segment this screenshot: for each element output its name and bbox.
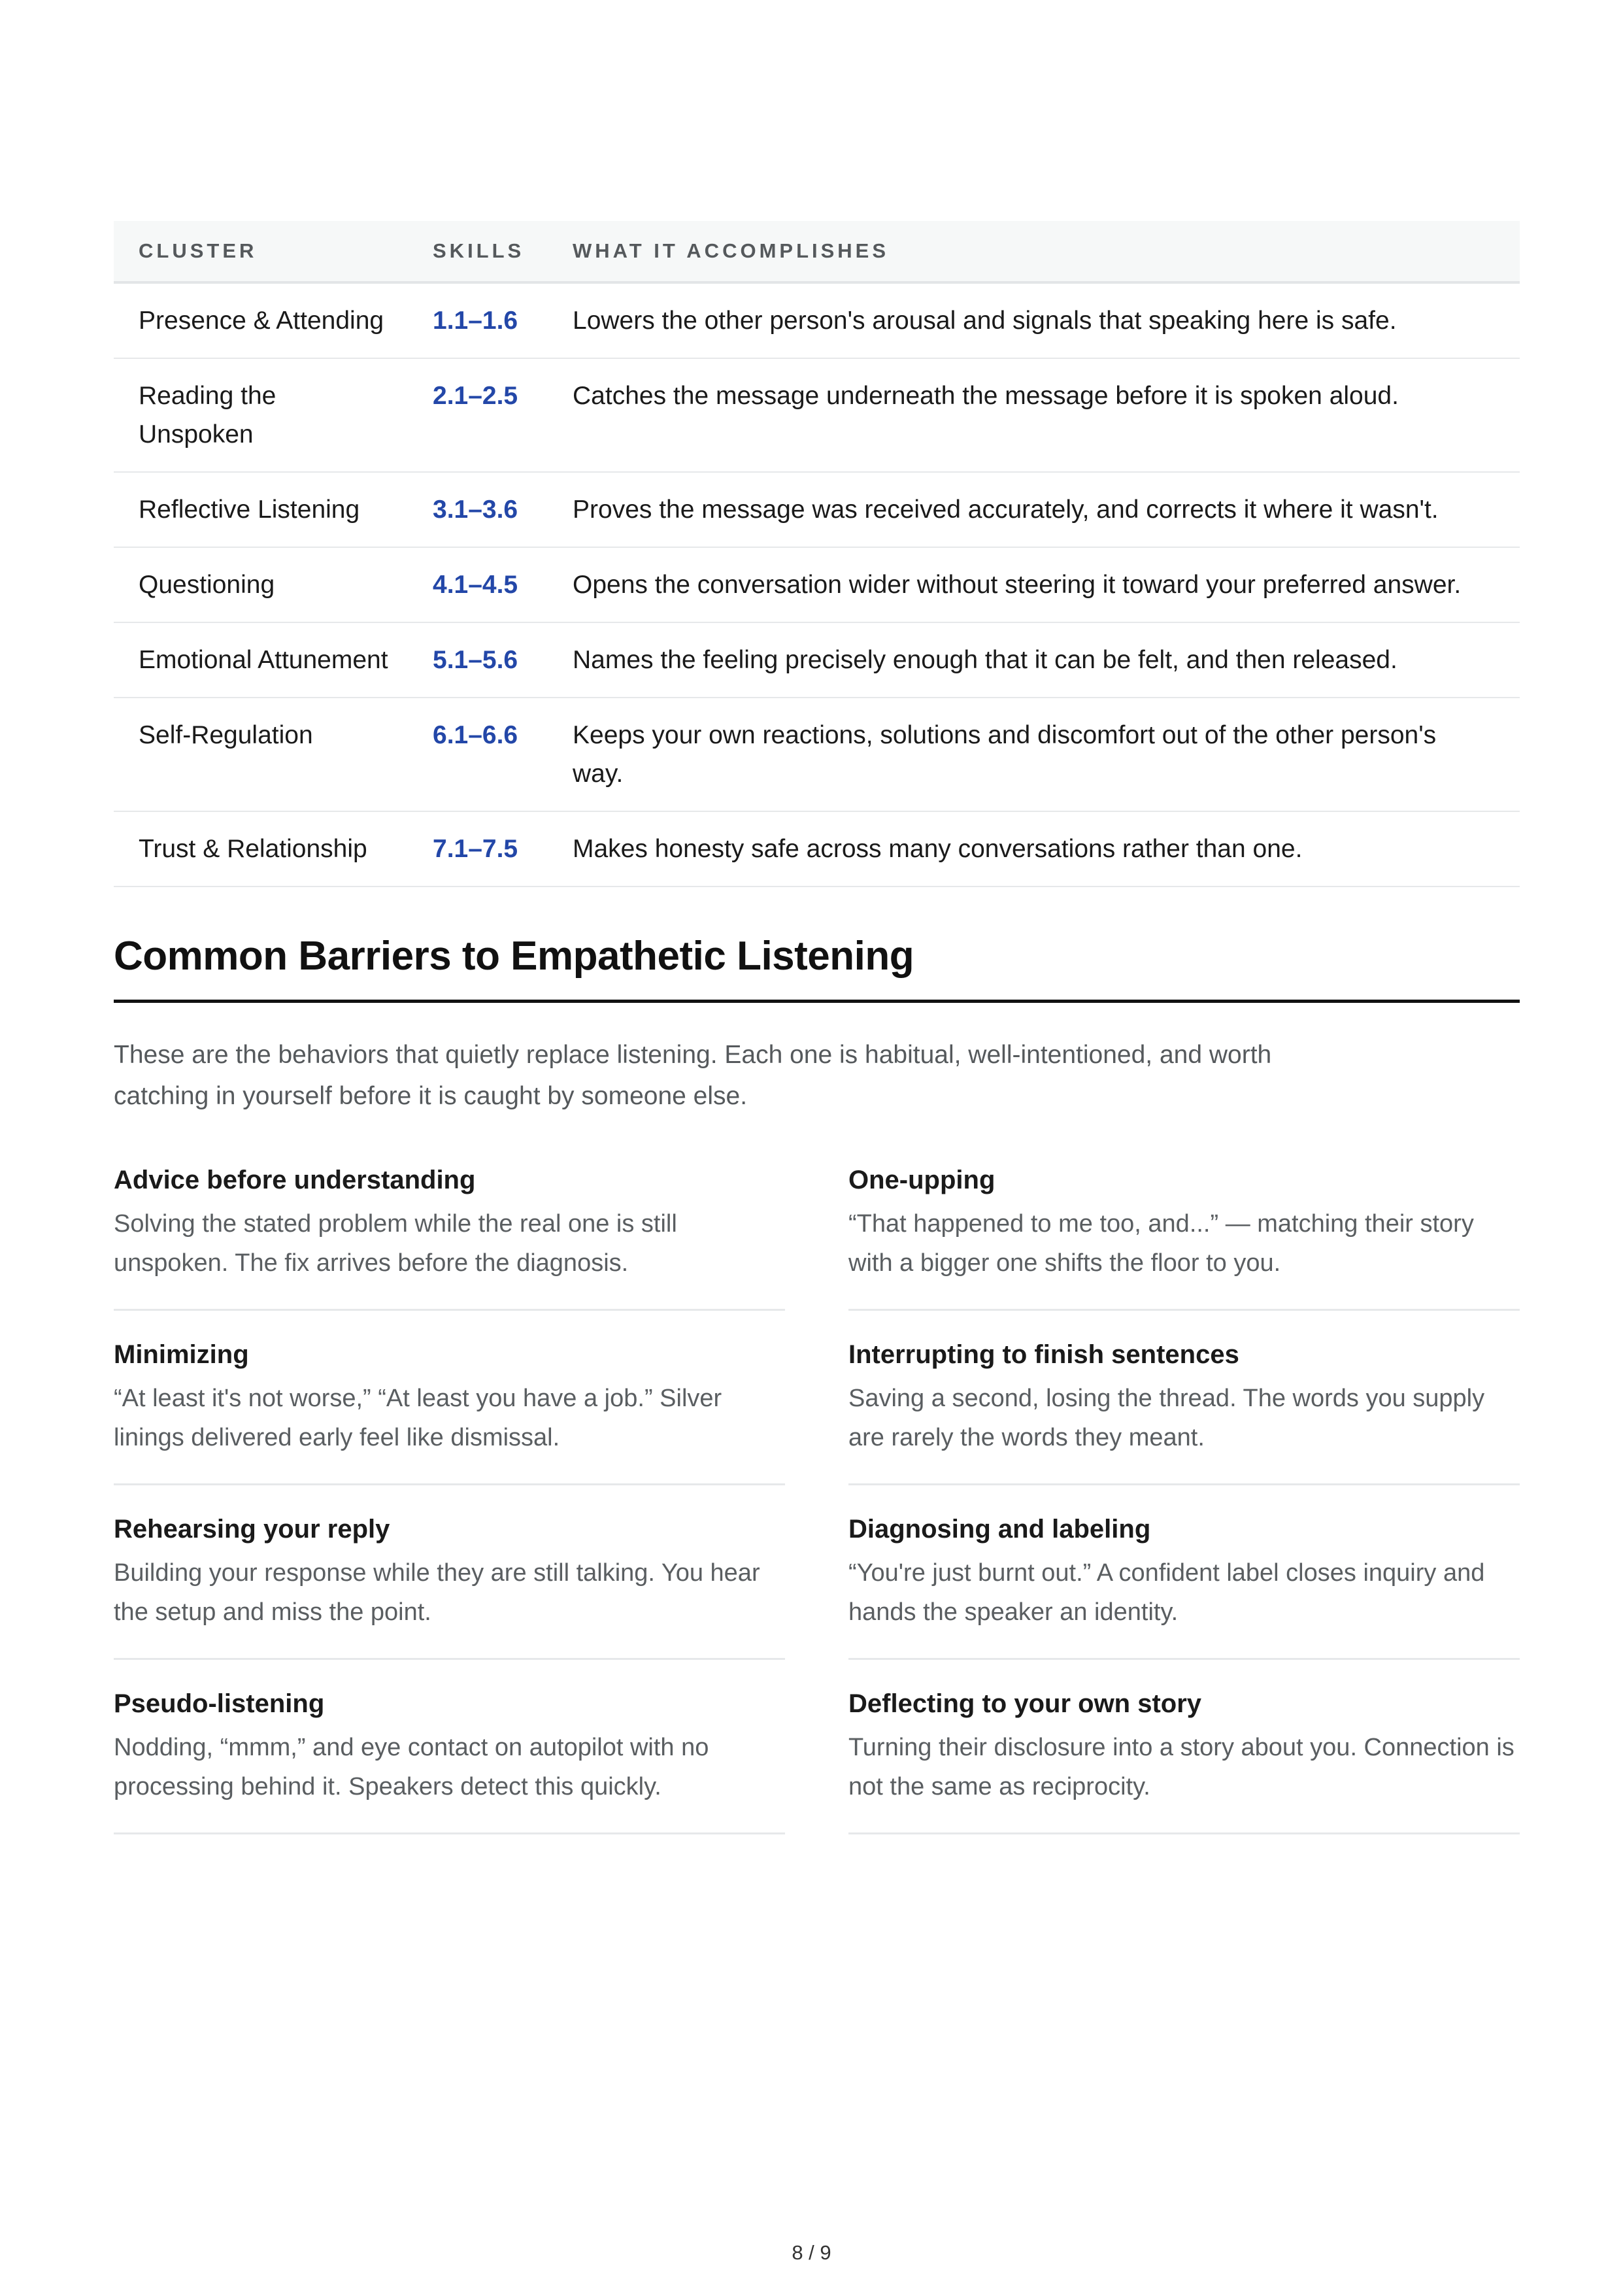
barrier-item	[848, 1162, 1520, 1311]
barrier-title: Rehearsing your reply	[114, 1515, 390, 1544]
accomplishes-cell: Makes honesty safe across many conversations rather than one.	[571, 811, 1520, 886]
cluster-cell: Self-Regulation	[114, 698, 424, 811]
cluster-cell: Trust & Relationship	[114, 811, 424, 886]
skills-range-cell: 5.1–5.6	[424, 622, 571, 698]
barrier-description: Saving a second, losing the thread. The words you supply are rarely the words they meant.	[848, 1385, 1485, 1451]
table-row	[114, 547, 1520, 622]
table-row	[114, 811, 1520, 886]
barrier-title: Interrupting to finish sentences	[848, 1340, 1239, 1369]
section-intro: These are the behaviors that quietly replace listening. Each one is habitual, well-intentioned, and worth catching in yourself before it is caught by someone else.	[114, 1041, 1272, 1110]
barrier-item	[114, 1686, 785, 1834]
table-row	[114, 282, 1520, 358]
cluster-cell: Emotional Attunement	[114, 622, 424, 698]
header-accomplishes: WHAT IT ACCOMPLISHES	[571, 221, 1520, 282]
barrier-description: Building your response while they are still talking. You hear the setup and miss the point.	[114, 1559, 760, 1626]
document-page	[114, 221, 1520, 1861]
table-row	[114, 358, 1520, 472]
barrier-item	[114, 1337, 785, 1485]
table-header-row	[114, 221, 1520, 282]
cluster-cell: Questioning	[114, 547, 424, 622]
barrier-item	[848, 1337, 1520, 1485]
barrier-description: Turning their disclosure into a story about you. Connection is not the same as reciprocity.	[848, 1734, 1514, 1800]
barrier-title: Pseudo-listening	[114, 1689, 325, 1718]
skills-range-cell: 6.1–6.6	[424, 698, 571, 811]
barriers-grid	[114, 1162, 1520, 1861]
page-number: 8 / 9	[792, 2241, 831, 2264]
cluster-cell: Reading the Unspoken	[114, 358, 424, 472]
accomplishes-cell: Proves the message was received accurately, and corrects it where it wasn't.	[571, 472, 1520, 547]
cluster-cell: Presence & Attending	[114, 282, 424, 358]
barrier-description: “At least it's not worse,” “At least you have a job.” Silver linings delivered early feel like dismissal.	[114, 1385, 722, 1451]
barrier-title: One-upping	[848, 1166, 996, 1194]
barrier-item	[114, 1162, 785, 1311]
accomplishes-cell: Catches the message underneath the message before it is spoken aloud.	[571, 358, 1520, 472]
skills-range-cell: 1.1–1.6	[424, 282, 571, 358]
header-skills: SKILLS	[424, 221, 571, 282]
accomplishes-cell: Lowers the other person's arousal and signals that speaking here is safe.	[571, 282, 1520, 358]
barrier-item	[848, 1686, 1520, 1834]
skills-range-cell: 2.1–2.5	[424, 358, 571, 472]
barrier-item	[848, 1511, 1520, 1660]
accomplishes-cell: Names the feeling precisely enough that it can be felt, and then released.	[571, 622, 1520, 698]
barrier-title: Minimizing	[114, 1340, 249, 1369]
skills-range-cell: 7.1–7.5	[424, 811, 571, 886]
barrier-description: “That happened to me too, and...” — matching their story with a bigger one shifts the floor to you.	[848, 1210, 1474, 1277]
table-row	[114, 698, 1520, 811]
skills-range-cell: 4.1–4.5	[424, 547, 571, 622]
table-row	[114, 622, 1520, 698]
barrier-title: Deflecting to your own story	[848, 1689, 1202, 1718]
barrier-description: “You're just burnt out.” A confident label closes inquiry and hands the speaker an identity.	[848, 1559, 1485, 1626]
cluster-cell: Reflective Listening	[114, 472, 424, 547]
header-cluster: CLUSTER	[114, 221, 424, 282]
section-heading: Common Barriers to Empathetic Listening	[114, 930, 1520, 1003]
barrier-title: Diagnosing and labeling	[848, 1515, 1151, 1544]
barrier-description: Nodding, “mmm,” and eye contact on autopilot with no processing behind it. Speakers detect this quickly.	[114, 1734, 709, 1800]
skills-table	[114, 221, 1520, 887]
accomplishes-cell: Opens the conversation wider without steering it toward your preferred answer.	[571, 547, 1520, 622]
table-row	[114, 472, 1520, 547]
skills-range-cell: 3.1–3.6	[424, 472, 571, 547]
barrier-title: Advice before understanding	[114, 1166, 476, 1194]
accomplishes-cell: Keeps your own reactions, solutions and discomfort out of the other person's way.	[571, 698, 1520, 811]
barrier-description: Solving the stated problem while the real one is still unspoken. The fix arrives before the diagnosis.	[114, 1210, 677, 1277]
barrier-item	[114, 1511, 785, 1660]
